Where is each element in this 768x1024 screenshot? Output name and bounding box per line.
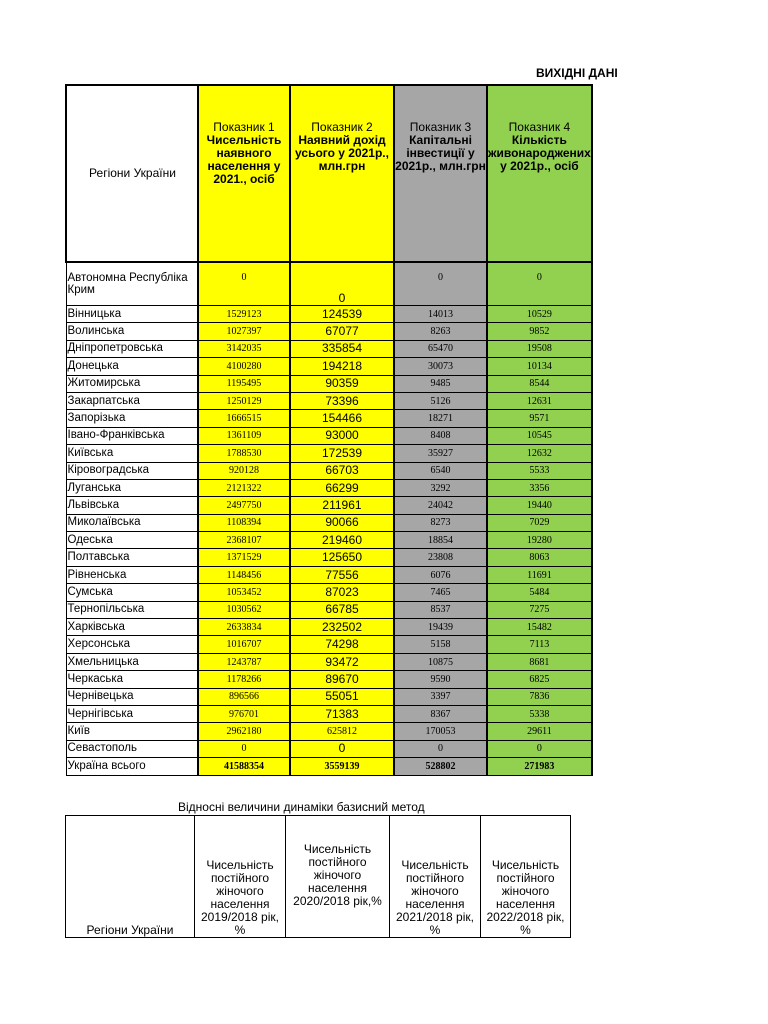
sheet-title: ВИХІДНІ ДАНІ — [536, 66, 618, 80]
table-row — [66, 445, 592, 462]
cell-v4: 9571 — [487, 410, 592, 427]
cell-v3: 3292 — [394, 479, 487, 496]
cell-v4: 19280 — [487, 532, 592, 549]
cell-v2: 90359 — [290, 375, 394, 392]
cell-v3: 8537 — [394, 601, 487, 618]
cell-v4: 7113 — [487, 636, 592, 653]
dynamics-col-1: Чисельність постійного жіночого населення 2019/2018 рік, % — [195, 816, 286, 938]
table-body — [66, 262, 592, 758]
cell-v3: 0 — [394, 262, 487, 306]
cell-v2: 89670 — [290, 671, 394, 688]
cell-v2: 625812 — [290, 723, 394, 740]
indicator-4-desc: Кількість живонароджених у 2021р., осіб — [488, 133, 591, 173]
cell-v1: 1027397 — [198, 323, 290, 340]
cell-v2: 66785 — [290, 601, 394, 618]
cell-v3: 8408 — [394, 427, 487, 444]
cell-v2: 93472 — [290, 653, 394, 670]
cell-v1: 896566 — [198, 688, 290, 705]
cell-v2: 90066 — [290, 514, 394, 531]
table-row — [66, 671, 592, 688]
cell-v4: 0 — [487, 262, 592, 306]
cell-region: Полтавська — [66, 549, 198, 566]
table-row — [66, 584, 592, 601]
table-row — [66, 619, 592, 636]
cell-region: Севастополь — [66, 740, 198, 757]
table-row — [66, 688, 592, 705]
cell-region: Кіровоградська — [66, 462, 198, 479]
cell-v3: 9590 — [394, 671, 487, 688]
cell-v4: 0 — [487, 740, 592, 757]
table-row — [66, 340, 592, 357]
cell-v2: 211961 — [290, 497, 394, 514]
total-v3: 528802 — [394, 758, 487, 775]
cell-v2: 71383 — [290, 705, 394, 722]
table-row — [66, 479, 592, 496]
cell-v4: 12631 — [487, 392, 592, 409]
table-header-row — [66, 85, 592, 262]
dynamics-col-3: Чисельність постійного жіночого населення 2021/2018 рік, % — [390, 816, 481, 938]
table-total-row — [66, 758, 592, 775]
cell-v1: 2497750 — [198, 497, 290, 514]
total-v4: 271983 — [487, 758, 592, 775]
cell-v3: 6540 — [394, 462, 487, 479]
cell-region: Волинська — [66, 323, 198, 340]
cell-region: Хмельницька — [66, 653, 198, 670]
cell-v4: 19440 — [487, 497, 592, 514]
cell-v1: 3142035 — [198, 340, 290, 357]
table-row — [66, 306, 592, 323]
cell-region: Житомирська — [66, 375, 198, 392]
cell-v4: 8063 — [487, 549, 592, 566]
cell-region: Чернігівська — [66, 705, 198, 722]
cell-region: Тернопільська — [66, 601, 198, 618]
table-row — [66, 323, 592, 340]
cell-v4: 12632 — [487, 445, 592, 462]
cell-v2: 232502 — [290, 619, 394, 636]
indicator-3-name: Показник 3 — [409, 120, 472, 134]
cell-region: Київ — [66, 723, 198, 740]
cell-v2: 219460 — [290, 532, 394, 549]
cell-v1: 4100280 — [198, 358, 290, 375]
dynamics-title: Відносні величини динаміки базисний метод — [178, 800, 425, 814]
cell-v1: 1250129 — [198, 392, 290, 409]
cell-v1: 1371529 — [198, 549, 290, 566]
cell-v3: 18854 — [394, 532, 487, 549]
cell-v1: 1361109 — [198, 427, 290, 444]
cell-v4: 5533 — [487, 462, 592, 479]
cell-region: Київська — [66, 445, 198, 462]
cell-v2: 125650 — [290, 549, 394, 566]
dynamics-col-4: Чисельність постійного жіночого населення 2022/2018 рік, % — [481, 816, 571, 938]
cell-v3: 10875 — [394, 653, 487, 670]
cell-region: Львівська — [66, 497, 198, 514]
cell-v4: 7836 — [487, 688, 592, 705]
cell-v1: 2121322 — [198, 479, 290, 496]
table-row — [66, 375, 592, 392]
cell-v1: 1666515 — [198, 410, 290, 427]
cell-v4: 19508 — [487, 340, 592, 357]
cell-v3: 35927 — [394, 445, 487, 462]
dynamics-header-region: Регіони України — [66, 816, 195, 938]
total-v2: 3559139 — [290, 758, 394, 775]
cell-v3: 6076 — [394, 566, 487, 583]
table-row — [66, 262, 592, 306]
indicator-1-name: Показник 1 — [213, 120, 275, 134]
dynamics-col-2: Чисельність постійного жіночого населення 2020/2018 рік,% — [286, 816, 390, 938]
cell-v2: 87023 — [290, 584, 394, 601]
cell-v3: 8367 — [394, 705, 487, 722]
cell-region: Херсонська — [66, 636, 198, 653]
cell-region: Рівненська — [66, 566, 198, 583]
cell-v3: 3397 — [394, 688, 487, 705]
cell-v4: 8544 — [487, 375, 592, 392]
cell-v3: 18271 — [394, 410, 487, 427]
cell-v3: 8263 — [394, 323, 487, 340]
cell-v1: 0 — [198, 262, 290, 306]
cell-v4: 7029 — [487, 514, 592, 531]
table-row — [66, 532, 592, 549]
table-row — [66, 427, 592, 444]
cell-v1: 2633834 — [198, 619, 290, 636]
cell-v2: 93000 — [290, 427, 394, 444]
cell-v3: 9485 — [394, 375, 487, 392]
cell-v1: 920128 — [198, 462, 290, 479]
cell-v4: 5484 — [487, 584, 592, 601]
cell-v4: 10529 — [487, 306, 592, 323]
cell-v2: 77556 — [290, 566, 394, 583]
table-row — [66, 358, 592, 375]
indicator-3-desc: Капітальні інвестиції у 2021р., млн.грн — [395, 133, 486, 173]
cell-v1: 1529123 — [198, 306, 290, 323]
cell-v2: 67077 — [290, 323, 394, 340]
total-v1: 41588354 — [198, 758, 290, 775]
cell-v2: 154466 — [290, 410, 394, 427]
cell-v3: 170053 — [394, 723, 487, 740]
table-row — [66, 549, 592, 566]
cell-v2: 0 — [290, 262, 394, 306]
cell-v1: 1195495 — [198, 375, 290, 392]
cell-v4: 6825 — [487, 671, 592, 688]
cell-v3: 24042 — [394, 497, 487, 514]
table-row — [66, 410, 592, 427]
cell-v1: 1148456 — [198, 566, 290, 583]
cell-v1: 0 — [198, 740, 290, 757]
dynamics-table — [65, 815, 571, 938]
cell-v2: 172539 — [290, 445, 394, 462]
table-row — [66, 723, 592, 740]
cell-v3: 0 — [394, 740, 487, 757]
cell-v2: 74298 — [290, 636, 394, 653]
cell-v1: 1108394 — [198, 514, 290, 531]
cell-v2: 194218 — [290, 358, 394, 375]
table-row — [66, 497, 592, 514]
cell-region: Івано-Франківська — [66, 427, 198, 444]
header-indicator-4 — [487, 85, 592, 262]
cell-v2: 335854 — [290, 340, 394, 357]
cell-v4: 10134 — [487, 358, 592, 375]
cell-v3: 5126 — [394, 392, 487, 409]
cell-v1: 1016707 — [198, 636, 290, 653]
cell-v3: 65470 — [394, 340, 487, 357]
indicator-2-desc: Наявний дохід усього у 2021р., млн.грн — [295, 133, 389, 173]
table-row — [66, 514, 592, 531]
cell-v4: 15482 — [487, 619, 592, 636]
cell-region: Сумська — [66, 584, 198, 601]
header-indicator-3 — [394, 85, 487, 262]
cell-v1: 2962180 — [198, 723, 290, 740]
cell-v3: 7465 — [394, 584, 487, 601]
cell-v4: 8681 — [487, 653, 592, 670]
cell-v4: 29611 — [487, 723, 592, 740]
cell-v3: 5158 — [394, 636, 487, 653]
cell-v3: 8273 — [394, 514, 487, 531]
cell-v3: 19439 — [394, 619, 487, 636]
cell-v1: 1053452 — [198, 584, 290, 601]
cell-region: Луганська — [66, 479, 198, 496]
cell-region: Дніпропетровська — [66, 340, 198, 357]
cell-region: Запорізька — [66, 410, 198, 427]
cell-region: Закарпатська — [66, 392, 198, 409]
header-indicator-2 — [290, 85, 394, 262]
cell-v1: 1178266 — [198, 671, 290, 688]
cell-v2: 66299 — [290, 479, 394, 496]
indicator-2-name: Показник 2 — [311, 120, 373, 134]
cell-region: Черкаська — [66, 671, 198, 688]
cell-v1: 976701 — [198, 705, 290, 722]
cell-v2: 73396 — [290, 392, 394, 409]
cell-region: Миколаївська — [66, 514, 198, 531]
cell-region: Одеська — [66, 532, 198, 549]
table-row — [66, 653, 592, 670]
table-row — [66, 636, 592, 653]
indicator-4-name: Показник 4 — [508, 120, 571, 134]
cell-v2: 124539 — [290, 306, 394, 323]
table-row — [66, 566, 592, 583]
cell-v3: 23808 — [394, 549, 487, 566]
cell-region: Чернівецька — [66, 688, 198, 705]
cell-v4: 3356 — [487, 479, 592, 496]
table-row — [66, 740, 592, 757]
cell-v1: 1788530 — [198, 445, 290, 462]
cell-v2: 55051 — [290, 688, 394, 705]
table-row — [66, 462, 592, 479]
table-row — [66, 601, 592, 618]
cell-v4: 11691 — [487, 566, 592, 583]
cell-v1: 1243787 — [198, 653, 290, 670]
header-indicator-1 — [198, 85, 290, 262]
cell-v4: 7275 — [487, 601, 592, 618]
table-row — [66, 705, 592, 722]
cell-v4: 10545 — [487, 427, 592, 444]
cell-region: Харківська — [66, 619, 198, 636]
cell-v4: 9852 — [487, 323, 592, 340]
dynamics-header-row — [66, 816, 571, 938]
cell-v3: 14013 — [394, 306, 487, 323]
cell-v2: 66703 — [290, 462, 394, 479]
table-row — [66, 392, 592, 409]
header-region: Регіони України — [66, 85, 198, 262]
indicators-table — [65, 84, 593, 776]
cell-v3: 30073 — [394, 358, 487, 375]
indicator-1-desc: Чисельність наявного населення у 2021., осіб — [206, 133, 282, 186]
total-label: Україна всього — [66, 758, 198, 775]
cell-region: Вінницька — [66, 306, 198, 323]
cell-v1: 1030562 — [198, 601, 290, 618]
cell-v1: 2368107 — [198, 532, 290, 549]
cell-v2: 0 — [290, 740, 394, 757]
cell-region: Донецька — [66, 358, 198, 375]
cell-v4: 5338 — [487, 705, 592, 722]
cell-region: Автономна Республіка Крим — [66, 262, 198, 306]
